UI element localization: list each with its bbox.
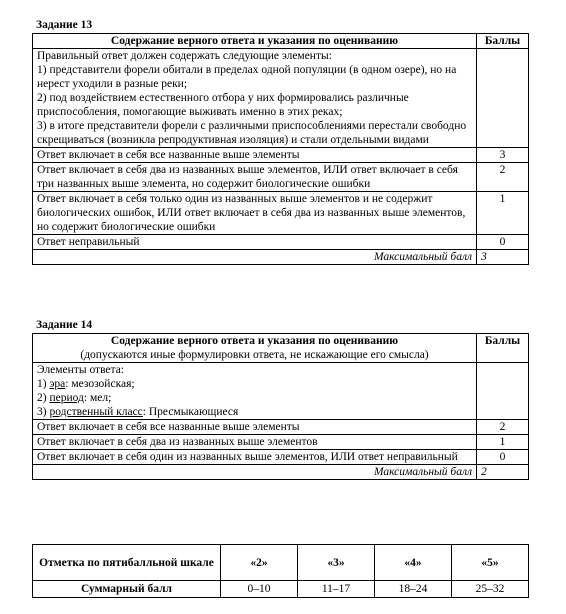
task-13-criterion-text: Ответ включает в себя только один из названных выше элементов и не содержит биологических ошибок, ИЛИ ответ включает в себя два из названных выше элементов, но содержит биологические ошибки [33, 192, 477, 235]
task-14-answer-item-3: 3) родственный класс: Пресмыкающиеся [37, 406, 239, 418]
task-14-criterion-text: Ответ включает в себя все названные выше элементы [33, 420, 477, 435]
task-14-title: Задание 14 [36, 319, 93, 331]
task-13-table [32, 33, 529, 265]
task-13-header-row [33, 34, 529, 49]
task-13-max-label: Максимальный балл [33, 250, 477, 265]
grade-cell: «3» [298, 545, 375, 581]
task-14-max-label: Максимальный балл [33, 465, 477, 480]
task-13-criterion-text: Ответ неправильный [33, 235, 477, 250]
task-13-header-content: Содержание верного ответа и указания по оцениванию [33, 34, 477, 49]
score-range-cell: 0–10 [221, 581, 298, 598]
task-13-answer-item-2: 2) под воздействием естественного отбора у них формировались различные приспособления, помогающие выживать именно в этих реках; [37, 92, 409, 118]
task-13-header-points: Баллы [477, 34, 529, 49]
task-14-criterion-points: 2 [477, 420, 529, 435]
score-range-row [33, 581, 529, 598]
task-13-criterion-points: 2 [477, 163, 529, 192]
grade-cell: «2» [221, 545, 298, 581]
task-14-criterion-points: 1 [477, 435, 529, 450]
task-14-criterion-text: Ответ включает в себя один из названных выше элементов, ИЛИ ответ неправильный [33, 450, 477, 465]
task-14-answer-intro: Элементы ответа: [37, 364, 125, 376]
task-13-answer-points [477, 49, 529, 148]
task-13-criterion-row [33, 235, 529, 250]
answer-key: родственный класс [49, 406, 143, 418]
task-14-criterion-row [33, 420, 529, 435]
task-13-answer-row [33, 49, 529, 148]
task-13-criterion-text: Ответ включает в себя все названные выше элементы [33, 148, 477, 163]
task-14-answer [33, 363, 477, 420]
task-14-answer-item-1: 1) эра: мезозойская; [37, 378, 135, 390]
grade-row [33, 545, 529, 581]
answer-key: период [49, 392, 84, 404]
answer-key: эра [49, 378, 66, 390]
task-13-title: Задание 13 [36, 19, 93, 31]
task-13-criterion-points: 3 [477, 148, 529, 163]
score-range-cell: 18–24 [375, 581, 452, 598]
task-14-header-note: (допускаются иные формулировки ответа, не искажающие его смысла) [80, 349, 429, 361]
task-13-answer [33, 49, 477, 148]
grade-cell: «5» [452, 545, 529, 581]
task-14-header-row [33, 334, 529, 363]
task-13-criterion-row [33, 192, 529, 235]
task-14-answer-points [477, 363, 529, 420]
task-14-header-title: Содержание верного ответа и указания по оцениванию [110, 335, 399, 347]
task-13-criterion-points: 0 [477, 235, 529, 250]
task-14-answer-row [33, 363, 529, 420]
task-13-criterion-text: Ответ включает в себя два из названных выше элементов, ИЛИ ответ включает в себя три названных выше элемента, но содержит биологические ошибки [33, 163, 477, 192]
task-14-max-value: 2 [477, 465, 529, 480]
task-14-header-content [33, 334, 477, 363]
task-14-criterion-row [33, 435, 529, 450]
score-row-label: Суммарный балл [33, 581, 221, 598]
score-range-cell: 25–32 [452, 581, 529, 598]
score-range-cell: 11–17 [298, 581, 375, 598]
task-14-max-row [33, 465, 529, 480]
task-14-criterion-row [33, 450, 529, 465]
grade-cell: «4» [375, 545, 452, 581]
task-13-answer-item-1: 1) представители форели обитали в пределах одной популяции (в одном озере), но на нерест уходили в разные реки; [37, 64, 457, 90]
task-13-criterion-row [33, 148, 529, 163]
task-14-table [32, 333, 529, 480]
task-13-max-row [33, 250, 529, 265]
task-13-max-value: 3 [477, 250, 529, 265]
task-14-answer-item-2: 2) период: мел; [37, 392, 112, 404]
task-13-criterion-points: 1 [477, 192, 529, 235]
task-14-criterion-text: Ответ включает в себя два из названных выше элементов [33, 435, 477, 450]
task-14-criterion-points: 0 [477, 450, 529, 465]
task-13-answer-item-3: 3) в итоге представители форели с различными приспособлениями перестали свободно скрещиваться (возникла репродуктивная изоляция) и стали отдельными видами [37, 120, 467, 146]
grade-row-label: Отметка по пятибалльной шкале [33, 545, 221, 581]
grade-scale-table [32, 544, 529, 598]
task-13-criterion-row [33, 163, 529, 192]
task-14-header-points: Баллы [477, 334, 529, 363]
task-13-answer-intro: Правильный ответ должен содержать следующие элементы: [37, 50, 332, 62]
